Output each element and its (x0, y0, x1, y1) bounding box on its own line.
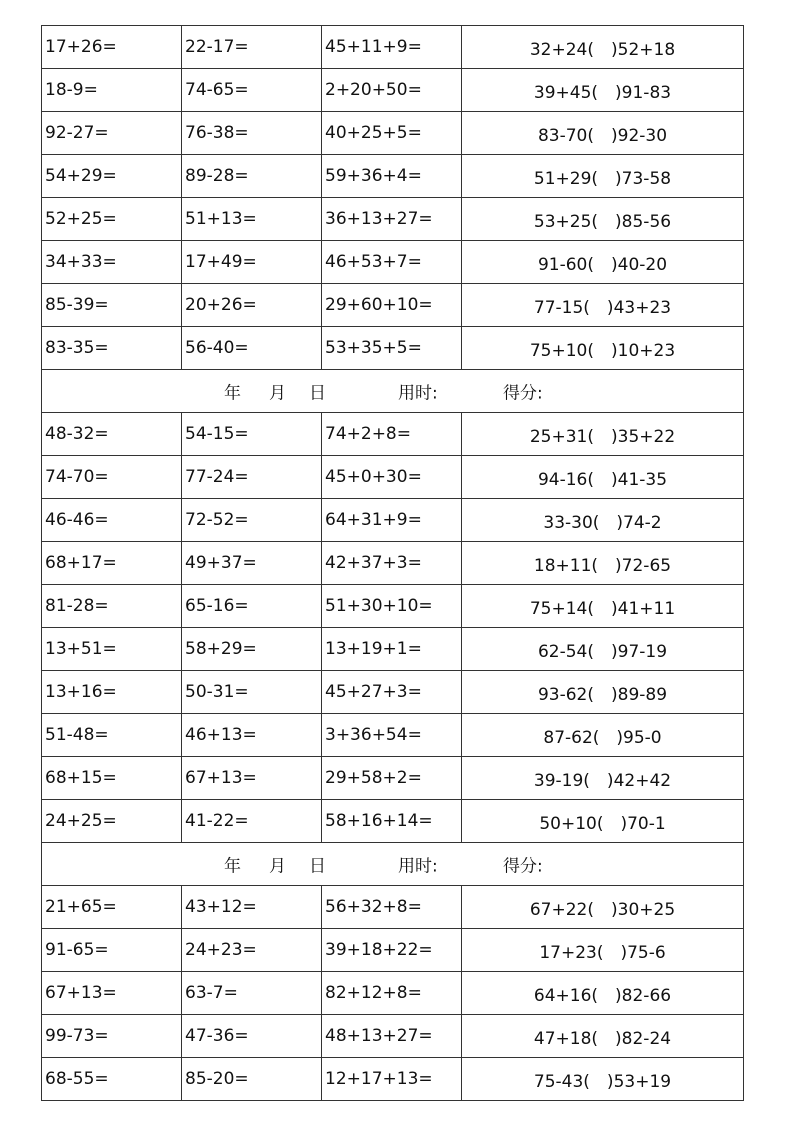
comparison-problem: 91-60( )40-20 (462, 241, 744, 284)
arithmetic-problem: 91-65= (42, 929, 182, 972)
arithmetic-problem: 65-16= (182, 585, 322, 628)
problem-row (42, 972, 744, 1015)
arithmetic-problem: 72-52= (182, 499, 322, 542)
problem-row (42, 155, 744, 198)
problem-row (42, 112, 744, 155)
arithmetic-problem: 17+49= (182, 241, 322, 284)
arithmetic-problem: 76-38= (182, 112, 322, 155)
comparison-problem: 50+10( )70-1 (462, 800, 744, 843)
problem-row (42, 327, 744, 370)
comparison-problem: 47+18( )82-24 (462, 1015, 744, 1058)
arithmetic-problem: 24+23= (182, 929, 322, 972)
comparison-problem: 18+11( )72-65 (462, 542, 744, 585)
problem-row (42, 757, 744, 800)
arithmetic-problem: 51+30+10= (322, 585, 462, 628)
arithmetic-problem: 92-27= (42, 112, 182, 155)
arithmetic-problem: 48-32= (42, 413, 182, 456)
arithmetic-problem: 46+13= (182, 714, 322, 757)
time-label: 用时: (398, 856, 438, 877)
arithmetic-problem: 48+13+27= (322, 1015, 462, 1058)
arithmetic-problem: 54-15= (182, 413, 322, 456)
arithmetic-problem: 50-31= (182, 671, 322, 714)
arithmetic-problem: 13+51= (42, 628, 182, 671)
arithmetic-problem: 67+13= (182, 757, 322, 800)
arithmetic-problem: 36+13+27= (322, 198, 462, 241)
arithmetic-problem: 18-9= (42, 69, 182, 112)
comparison-problem: 62-54( )97-19 (462, 628, 744, 671)
arithmetic-problem: 39+18+22= (322, 929, 462, 972)
problem-row (42, 69, 744, 112)
arithmetic-problem: 51-48= (42, 714, 182, 757)
comparison-problem: 53+25( )85-56 (462, 198, 744, 241)
comparison-problem: 39-19( )42+42 (462, 757, 744, 800)
comparison-problem: 32+24( )52+18 (462, 26, 744, 69)
problem-row (42, 1058, 744, 1101)
arithmetic-problem: 43+12= (182, 886, 322, 929)
day-label: 日 (309, 383, 326, 404)
problem-row (42, 26, 744, 69)
comparison-problem: 64+16( )82-66 (462, 972, 744, 1015)
arithmetic-problem: 82+12+8= (322, 972, 462, 1015)
arithmetic-problem: 29+58+2= (322, 757, 462, 800)
arithmetic-problem: 34+33= (42, 241, 182, 284)
arithmetic-problem: 74+2+8= (322, 413, 462, 456)
arithmetic-problem: 45+27+3= (322, 671, 462, 714)
arithmetic-problem: 53+35+5= (322, 327, 462, 370)
arithmetic-problem: 46-46= (42, 499, 182, 542)
arithmetic-problem: 17+26= (42, 26, 182, 69)
date-header-cell (42, 843, 744, 886)
date-header-row (42, 843, 744, 886)
month-label: 月 (269, 856, 286, 877)
arithmetic-problem: 59+36+4= (322, 155, 462, 198)
arithmetic-problem: 3+36+54= (322, 714, 462, 757)
date-header-row (42, 370, 744, 413)
arithmetic-problem: 58+16+14= (322, 800, 462, 843)
arithmetic-problem: 49+37= (182, 542, 322, 585)
score-label: 得分: (503, 383, 543, 404)
comparison-problem: 39+45( )91-83 (462, 69, 744, 112)
problem-row (42, 585, 744, 628)
problem-row (42, 628, 744, 671)
arithmetic-problem: 68-55= (42, 1058, 182, 1101)
arithmetic-problem: 24+25= (42, 800, 182, 843)
arithmetic-problem: 77-24= (182, 456, 322, 499)
comparison-problem: 93-62( )89-89 (462, 671, 744, 714)
comparison-problem: 77-15( )43+23 (462, 284, 744, 327)
comparison-problem: 75+10( )10+23 (462, 327, 744, 370)
time-label: 用时: (398, 383, 438, 404)
comparison-problem: 87-62( )95-0 (462, 714, 744, 757)
date-header-cell (42, 370, 744, 413)
arithmetic-problem: 40+25+5= (322, 112, 462, 155)
arithmetic-problem: 56-40= (182, 327, 322, 370)
comparison-problem: 25+31( )35+22 (462, 413, 744, 456)
comparison-problem: 51+29( )73-58 (462, 155, 744, 198)
problem-row (42, 284, 744, 327)
arithmetic-problem: 58+29= (182, 628, 322, 671)
arithmetic-problem: 29+60+10= (322, 284, 462, 327)
arithmetic-problem: 99-73= (42, 1015, 182, 1058)
comparison-problem: 94-16( )41-35 (462, 456, 744, 499)
arithmetic-problem: 13+16= (42, 671, 182, 714)
month-label: 月 (269, 383, 286, 404)
problem-row (42, 542, 744, 585)
arithmetic-problem: 68+17= (42, 542, 182, 585)
arithmetic-problem: 42+37+3= (322, 542, 462, 585)
arithmetic-problem: 45+0+30= (322, 456, 462, 499)
arithmetic-problem: 83-35= (42, 327, 182, 370)
arithmetic-problem: 74-65= (182, 69, 322, 112)
arithmetic-problem: 51+13= (182, 198, 322, 241)
problem-row (42, 499, 744, 542)
problem-row (42, 800, 744, 843)
comparison-problem: 75+14( )41+11 (462, 585, 744, 628)
arithmetic-problem: 47-36= (182, 1015, 322, 1058)
arithmetic-problem: 85-39= (42, 284, 182, 327)
problem-row (42, 413, 744, 456)
comparison-problem: 83-70( )92-30 (462, 112, 744, 155)
problem-row (42, 714, 744, 757)
year-label: 年 (224, 856, 241, 877)
comparison-problem: 67+22( )30+25 (462, 886, 744, 929)
arithmetic-problem: 67+13= (42, 972, 182, 1015)
score-label: 得分: (503, 856, 543, 877)
arithmetic-problem: 22-17= (182, 26, 322, 69)
arithmetic-problem: 56+32+8= (322, 886, 462, 929)
arithmetic-problem: 13+19+1= (322, 628, 462, 671)
problem-row (42, 198, 744, 241)
arithmetic-problem: 45+11+9= (322, 26, 462, 69)
arithmetic-problem: 89-28= (182, 155, 322, 198)
arithmetic-problem: 52+25= (42, 198, 182, 241)
arithmetic-problem: 41-22= (182, 800, 322, 843)
arithmetic-problem: 54+29= (42, 155, 182, 198)
problem-row (42, 1015, 744, 1058)
arithmetic-problem: 85-20= (182, 1058, 322, 1101)
problem-row (42, 886, 744, 929)
arithmetic-problem: 2+20+50= (322, 69, 462, 112)
arithmetic-problem: 12+17+13= (322, 1058, 462, 1101)
problem-row (42, 456, 744, 499)
arithmetic-problem: 46+53+7= (322, 241, 462, 284)
arithmetic-problem: 68+15= (42, 757, 182, 800)
comparison-problem: 17+23( )75-6 (462, 929, 744, 972)
arithmetic-problem: 20+26= (182, 284, 322, 327)
arithmetic-problem: 64+31+9= (322, 499, 462, 542)
arithmetic-problem: 63-7= (182, 972, 322, 1015)
year-label: 年 (224, 383, 241, 404)
day-label: 日 (309, 856, 326, 877)
worksheet-table (41, 25, 744, 1101)
worksheet-body (42, 26, 744, 1101)
problem-row (42, 671, 744, 714)
arithmetic-problem: 21+65= (42, 886, 182, 929)
arithmetic-problem: 81-28= (42, 585, 182, 628)
comparison-problem: 75-43( )53+19 (462, 1058, 744, 1101)
problem-row (42, 241, 744, 284)
problem-row (42, 929, 744, 972)
arithmetic-problem: 74-70= (42, 456, 182, 499)
comparison-problem: 33-30( )74-2 (462, 499, 744, 542)
